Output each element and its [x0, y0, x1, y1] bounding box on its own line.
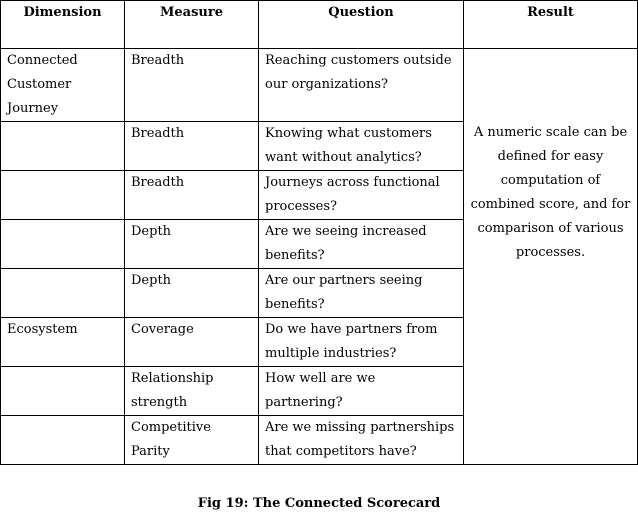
measure-cell: Breadth [125, 122, 259, 171]
question-cell: Are we missing partnerships that competitors have? [259, 416, 464, 465]
dimension-cell: Ecosystem [1, 318, 125, 367]
measure-cell: Coverage [125, 318, 259, 367]
measure-cell: Relationship strength [125, 367, 259, 416]
dimension-cell [1, 171, 125, 220]
measure-cell: Depth [125, 269, 259, 318]
header-measure: Measure [125, 1, 259, 49]
header-question: Question [259, 1, 464, 49]
dimension-cell [1, 416, 125, 465]
dimension-cell [1, 122, 125, 171]
question-cell: Journeys across functional processes? [259, 171, 464, 220]
table-header-row [1, 1, 638, 49]
measure-cell: Breadth [125, 49, 259, 122]
table-row [1, 49, 638, 122]
header-dimension: Dimension [1, 1, 125, 49]
dimension-cell [1, 367, 125, 416]
measure-cell: Depth [125, 220, 259, 269]
question-cell: Are we seeing increased benefits? [259, 220, 464, 269]
question-cell: Knowing what customers want without analytics? [259, 122, 464, 171]
question-cell: Do we have partners from multiple industries? [259, 318, 464, 367]
question-cell: Reaching customers outside our organizations? [259, 49, 464, 122]
measure-cell: Breadth [125, 171, 259, 220]
result-cell [464, 49, 638, 465]
dimension-cell [1, 220, 125, 269]
question-cell: Are our partners seeing benefits? [259, 269, 464, 318]
question-cell: How well are we partnering? [259, 367, 464, 416]
header-result: Result [464, 1, 638, 49]
dimension-cell [1, 269, 125, 318]
dimension-cell: Connected Customer Journey [1, 49, 125, 122]
figure-caption: Fig 19: The Connected Scorecard [197, 496, 441, 511]
result-text: A numeric scale can be defined for easy computation of combined score, and for comparison of various processes. [470, 125, 631, 260]
measure-cell: Competitive Parity [125, 416, 259, 465]
